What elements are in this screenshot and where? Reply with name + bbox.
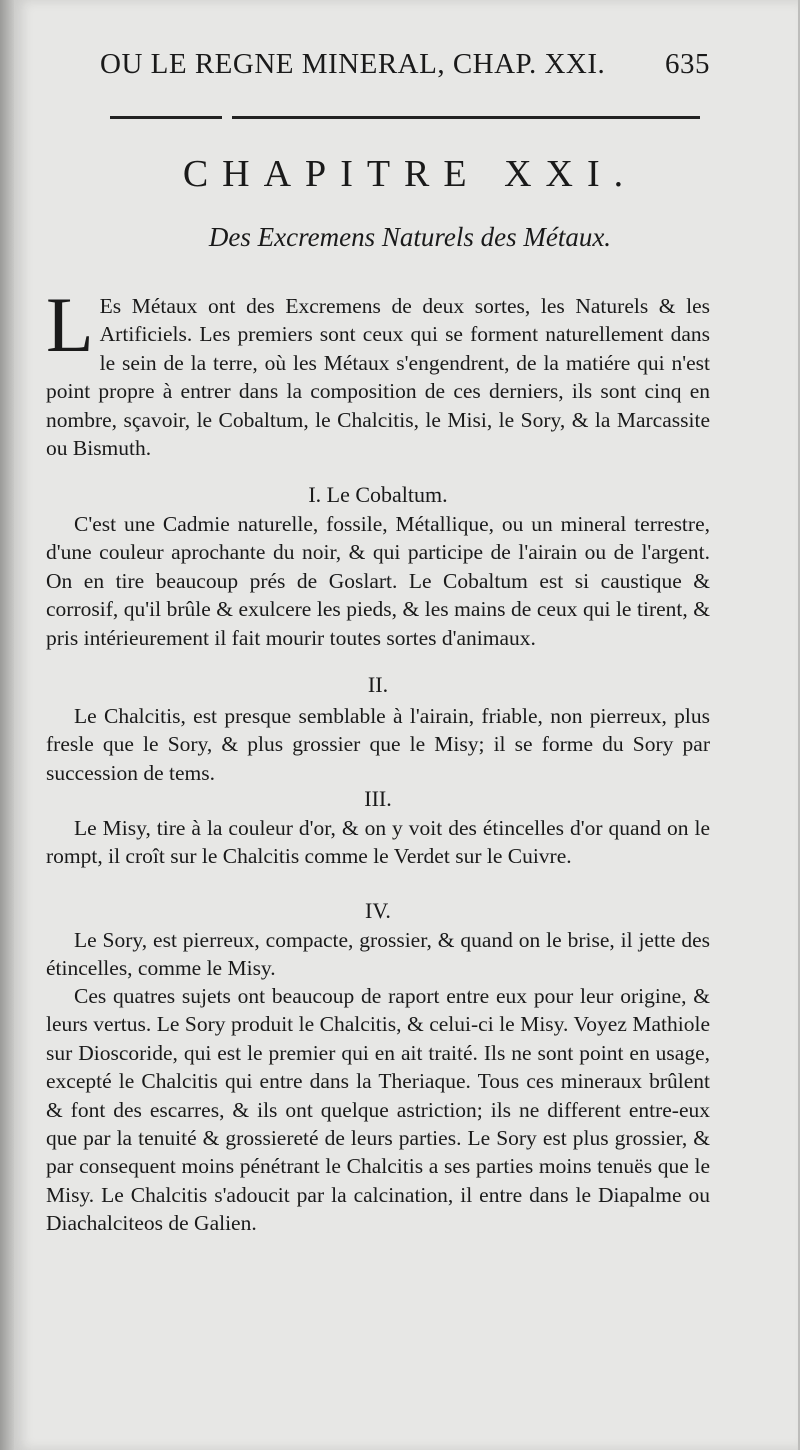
intro-paragraph (46, 281, 710, 462)
running-title: OU LE REGNE MINERAL, CHAP. XXI. (100, 48, 606, 80)
drop-cap: L (46, 281, 94, 368)
page-number: 635 (665, 48, 710, 80)
section-text-4: Le Sory, est pierreux, compacte, grossier, & quand on le brise, il jette des étincelles, comme le Misy. (46, 928, 710, 981)
section-heading-3: III. (364, 786, 392, 811)
running-header (100, 48, 710, 88)
section-heading-4: IV. (365, 898, 391, 923)
header-rule (110, 116, 700, 124)
rule-segment-left (110, 116, 222, 119)
section-heading-1: I. Le Cobaltum. (308, 482, 448, 507)
intro-text: Es Métaux ont des Excremens de deux sortes, les Naturels & les Artificiels. Les premiers sont ceux qui se forment naturellement dans le sein de la terre, où les Métaux s'engendrent, de la matiére qui n'est point propre à entrer dans la composition de ces derniers, ils sont cinq en nombre, sçavoir, le Cobaltum, le Chalcitis, le Misi, le Sory, & la Marcassite ou Bismuth. (46, 294, 710, 461)
chapter-subtitle: Des Excremens Naturels des Métaux. (208, 222, 612, 252)
section-heading-2: II. (367, 672, 389, 697)
chapter-title: CHAPITRE XXI. (182, 153, 638, 195)
rule-segment-right (232, 116, 700, 119)
section-text-1: C'est une Cadmie naturelle, fossile, Métallique, ou un mineral terrestre, d'une couleur aprochante du noir, & qui participe de l'airain ou de l'argent. On en tire beaucoup prés de Goslart. Le Cobaltum est si caustique & corrosif, qu'il brûle & exulcere les pieds, & les mains de ceux qui le tirent, & pris intérieurement il fait mourir toutes sortes d'animaux. (46, 512, 710, 650)
closing-paragraph: Ces quatres sujets ont beaucoup de raport entre eux pour leur origine, & leurs vertus. Le Sory produit le Chalcitis, & celui-ci le Misy. Voyez Mathiole sur Dioscoride, qui est le premier qui en ait traité. Ils ne sont point en usage, excepté le Chalcitis qui entre dans la Theriaque. Tous ces mineraux brûlent & font des escarres, & ils ont quelque astriction; ils ne different entre-eux que par la tenuité & grossiereté de leurs parties. Le Sory est plus grossier, & par consequent moins pénétrant le Chalcitis a ses parties moins tenuës que le Misy. Le Chalcitis s'adoucit par la calcination, il entre dans le Diapalme ou Diachalciteos de Galien. (46, 984, 710, 1236)
section-text-2: Le Chalcitis, est presque semblable à l'airain, friable, non pierreux, plus fresle que le Sory, & plus grossier que le Misy; il se forme du Sory par succession de tems. (46, 704, 710, 785)
section-text-3: Le Misy, tire à la couleur d'or, & on y voit des étincelles d'or quand on le rompt, il croît sur le Chalcitis comme le Verdet sur le Cuivre. (46, 816, 710, 869)
